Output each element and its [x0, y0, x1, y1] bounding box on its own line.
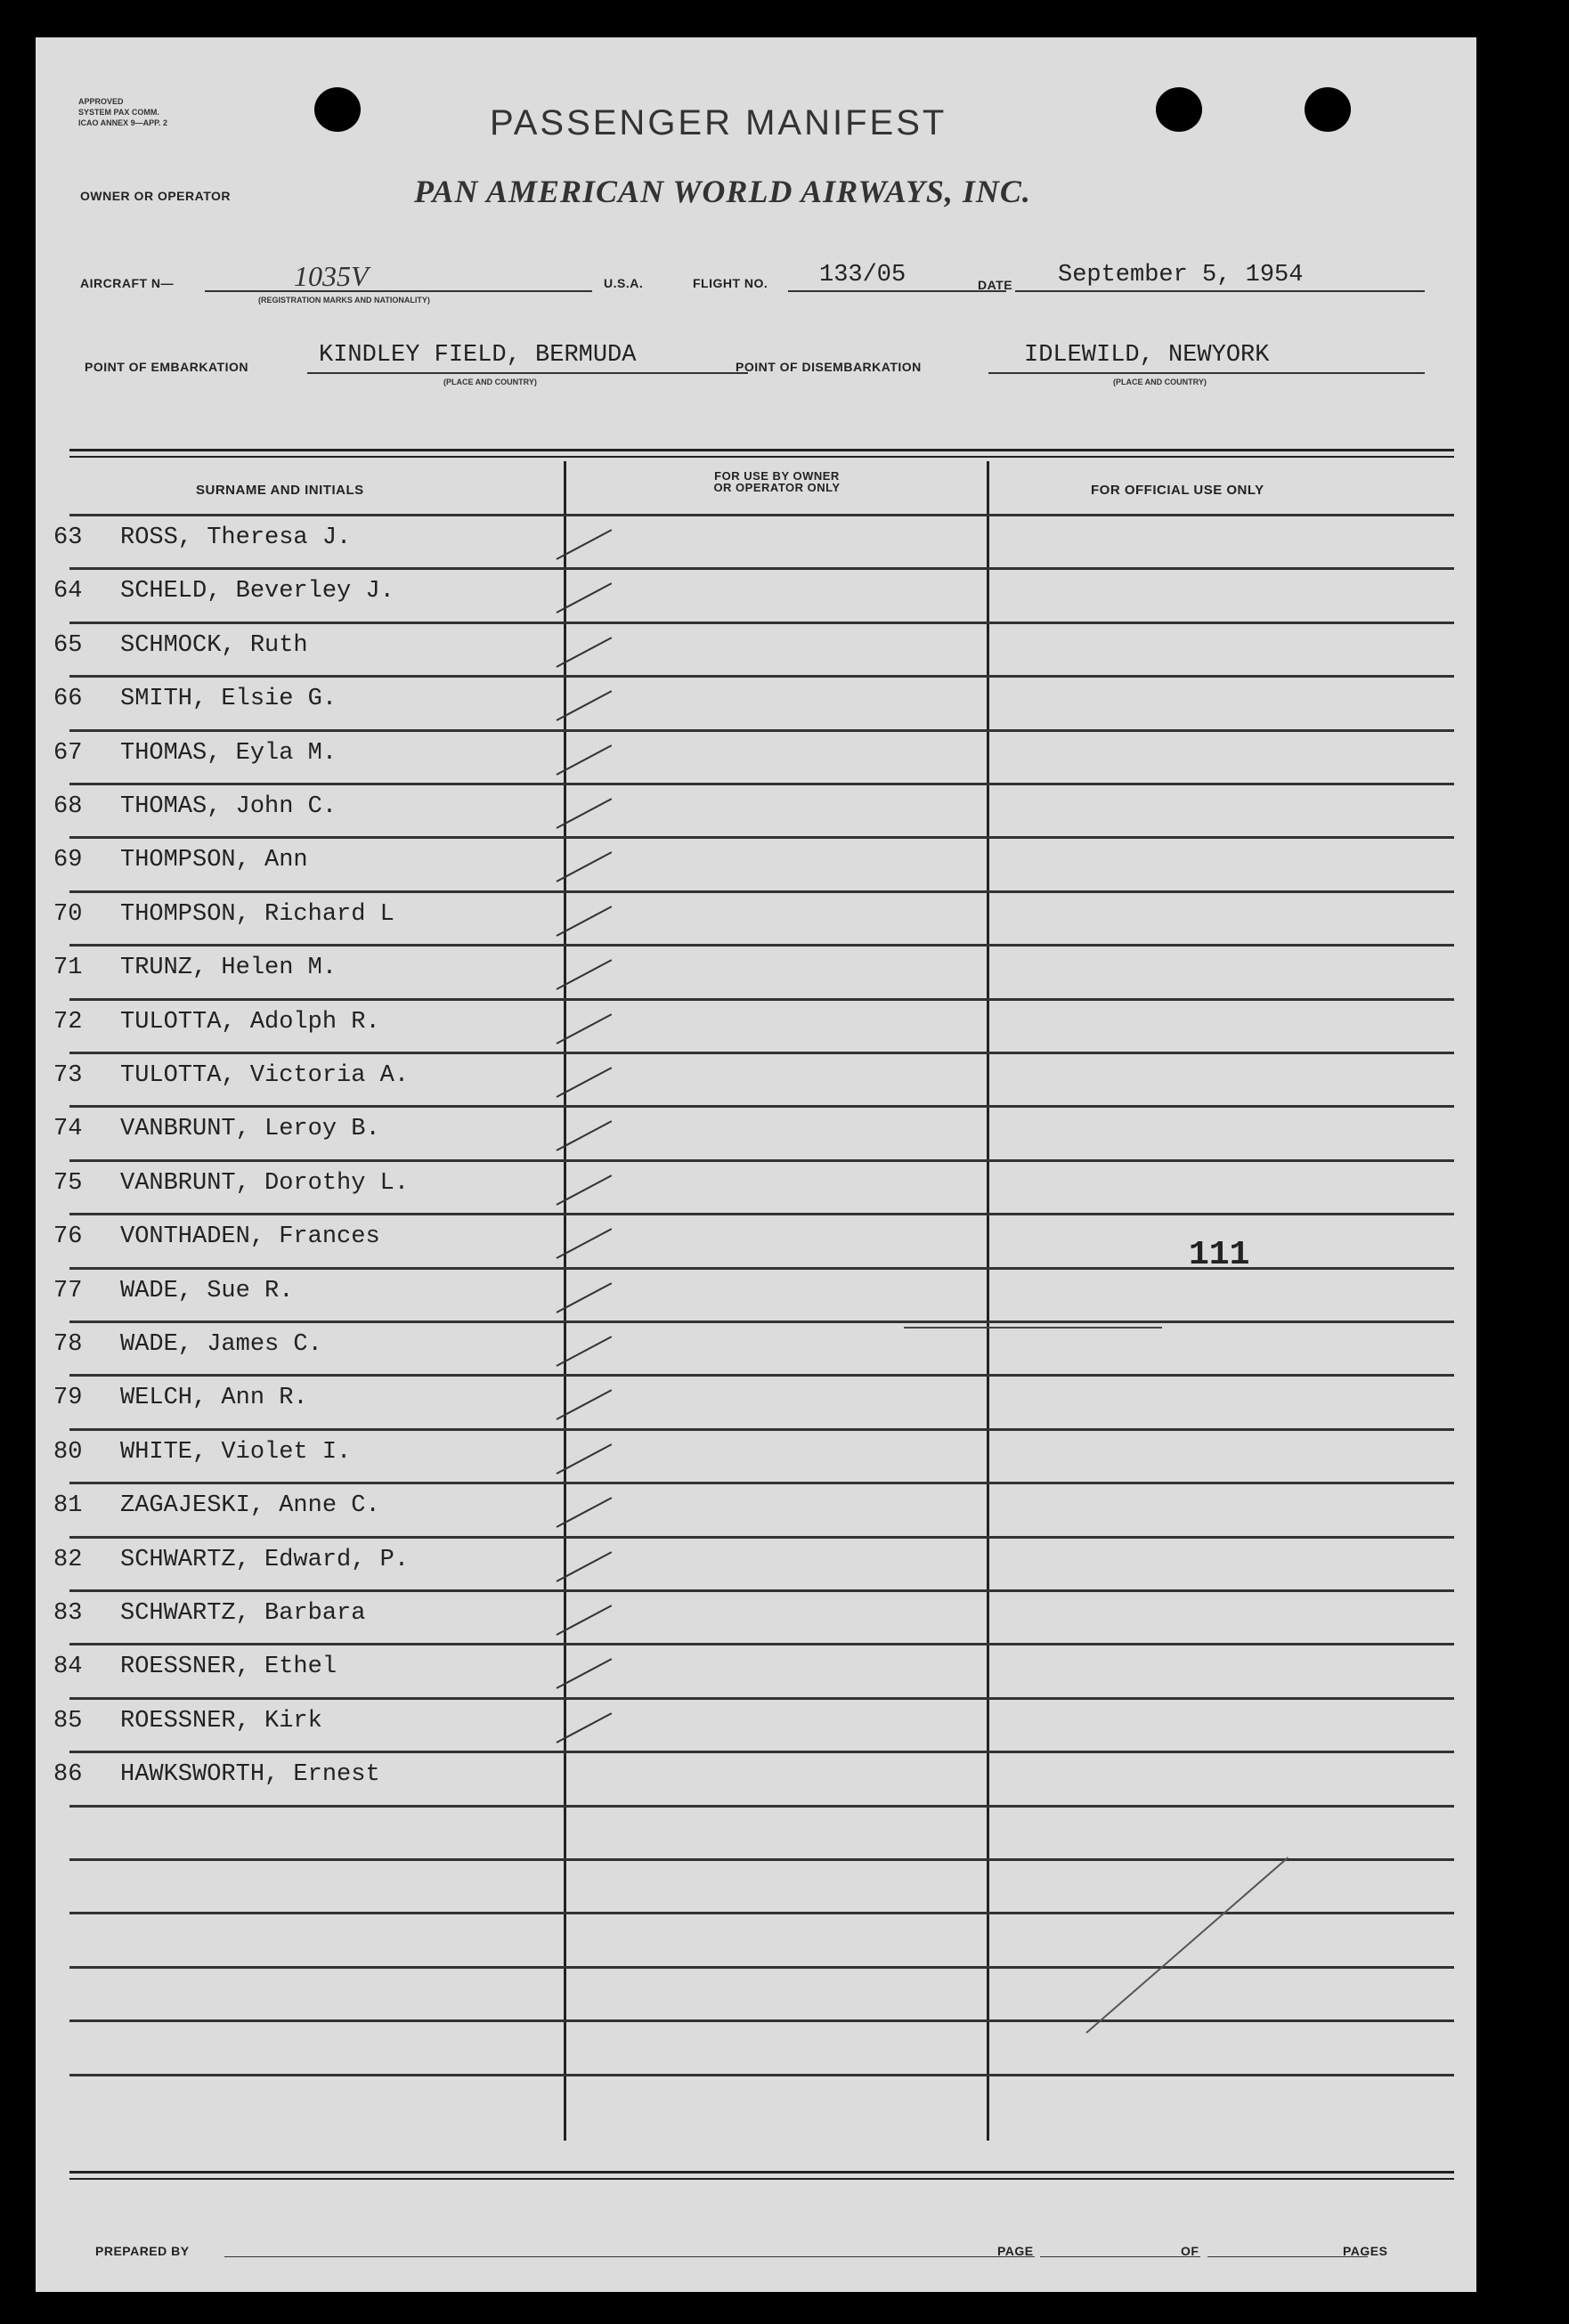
passenger-name: HAWKSWORTH, Ernest — [120, 1761, 380, 1789]
usa-label: U.S.A. — [604, 276, 644, 290]
row-rule — [69, 1374, 1454, 1377]
row-rule — [69, 783, 1454, 785]
row-rule — [69, 675, 1454, 678]
prepared-by-underline — [224, 2256, 1035, 2257]
row-rule — [69, 890, 1454, 893]
passenger-number: 71 — [53, 955, 83, 982]
row-rule — [69, 622, 1454, 624]
passenger-number: 76 — [53, 1223, 83, 1251]
owner-label: OWNER OR OPERATOR — [80, 189, 231, 203]
row-rule — [69, 1751, 1454, 1753]
column-header-line: FOR USE BY OWNER — [714, 469, 840, 483]
cancellation-stroke — [1085, 1857, 1289, 2033]
passenger-name: ROESSNER, Ethel — [120, 1654, 337, 1681]
passenger-number: 82 — [53, 1546, 83, 1573]
row-rule — [69, 1428, 1454, 1431]
row-rule — [69, 1697, 1454, 1700]
page-label: PAGE — [997, 2244, 1034, 2258]
passenger-name: VANBRUNT, Leroy B. — [120, 1116, 380, 1143]
row-rule — [69, 836, 1454, 839]
passenger-number: 84 — [53, 1654, 83, 1681]
passenger-name: ROESSNER, Kirk — [120, 1707, 322, 1735]
passenger-number: 72 — [53, 1008, 83, 1036]
of-label: OF — [1181, 2244, 1199, 2258]
date-label: DATE — [978, 278, 1013, 292]
row-rule — [69, 998, 1454, 1001]
passenger-number: 73 — [53, 1062, 83, 1089]
place-note: (PLACE AND COUNTRY) — [443, 378, 537, 386]
passenger-number: 70 — [53, 900, 83, 928]
passenger-name: TULOTTA, Adolph R. — [120, 1008, 380, 1036]
passenger-name: VANBRUNT, Dorothy L. — [120, 1169, 410, 1197]
row-rule — [69, 1912, 1454, 1914]
row-rule — [69, 1589, 1454, 1592]
pages-label: PAGES — [1343, 2244, 1388, 2258]
passenger-name: WHITE, Violet I. — [120, 1438, 352, 1466]
embark-value: KINDLEY FIELD, BERMUDA — [319, 342, 637, 369]
table-bottom-rule — [69, 2171, 1454, 2174]
row-rule — [69, 1482, 1454, 1484]
passenger-name: SCHELD, Beverley J. — [120, 578, 394, 605]
passenger-number: 80 — [53, 1438, 83, 1466]
approval-line: ICAO ANNEX 9—APP. 2 — [78, 118, 168, 127]
owner-value: PAN AMERICAN WORLD AIRWAYS, INC. — [414, 174, 1031, 209]
passenger-number: 65 — [53, 631, 83, 659]
row-rule — [69, 1643, 1454, 1645]
aircraft-underline — [205, 290, 592, 292]
aircraft-label: AIRCRAFT N— — [80, 276, 175, 290]
disembark-underline — [988, 372, 1425, 374]
row-rule — [69, 1858, 1454, 1861]
official-mark: 111 — [1189, 1236, 1250, 1274]
approval-stamp — [78, 96, 167, 128]
row-rule — [69, 1052, 1454, 1054]
place-note: (PLACE AND COUNTRY) — [1113, 378, 1207, 386]
passenger-name: ROSS, Theresa J. — [120, 524, 352, 551]
column-header-owner-use — [681, 470, 873, 493]
passenger-number: 74 — [53, 1116, 83, 1143]
passenger-name: SCHMOCK, Ruth — [120, 631, 308, 659]
passenger-number: 83 — [53, 1600, 83, 1627]
passenger-name: TRUNZ, Helen M. — [120, 955, 337, 982]
row-rule — [69, 1805, 1454, 1808]
passenger-number: 64 — [53, 578, 83, 605]
passenger-number: 63 — [53, 524, 83, 551]
row-rule — [69, 2019, 1454, 2022]
punch-hole — [1156, 87, 1202, 132]
passenger-number: 67 — [53, 739, 83, 767]
passenger-name: ZAGAJESKI, Anne C. — [120, 1492, 380, 1520]
row-rule — [69, 1320, 1454, 1323]
flight-label: FLIGHT NO. — [693, 276, 768, 290]
aircraft-value: 1035V — [294, 260, 369, 292]
table-top-rule — [69, 449, 1454, 451]
flight-underline — [788, 290, 1006, 292]
disembark-value: IDLEWILD, NEWYORK — [1024, 342, 1270, 369]
passenger-number: 79 — [53, 1385, 83, 1412]
form-title: PASSENGER MANIFEST — [490, 103, 947, 142]
passenger-number: 68 — [53, 793, 83, 820]
passenger-name: THOMAS, Eyla M. — [120, 739, 337, 767]
table-top-rule — [69, 456, 1454, 458]
embark-label: POINT OF EMBARKATION — [85, 360, 248, 374]
passenger-name: SCHWARTZ, Edward, P. — [120, 1546, 410, 1573]
row-rule — [69, 2074, 1454, 2076]
column-header-surname: SURNAME AND INITIALS — [196, 483, 364, 498]
row-rule — [69, 1536, 1454, 1539]
passenger-number: 69 — [53, 847, 83, 874]
date-underline — [1015, 290, 1425, 292]
passenger-name: SMITH, Elsie G. — [120, 686, 337, 713]
passenger-number: 85 — [53, 1707, 83, 1735]
table-bottom-rule — [69, 2178, 1454, 2180]
column-header-official: FOR OFFICIAL USE ONLY — [1091, 483, 1264, 498]
approval-line: SYSTEM PAX COMM. — [78, 108, 159, 117]
passenger-number: 66 — [53, 686, 83, 713]
row-rule — [69, 567, 1454, 570]
flight-value: 133/05 — [819, 262, 906, 288]
column-header-line: OR OPERATOR ONLY — [713, 481, 841, 494]
row-rule — [69, 944, 1454, 947]
passenger-number: 75 — [53, 1169, 83, 1197]
row-rule — [69, 514, 1454, 516]
passenger-name: THOMPSON, Richard L — [120, 900, 394, 928]
official-mark-stroke — [904, 1327, 1162, 1329]
row-rule — [69, 1966, 1454, 1969]
manifest-sheet — [36, 37, 1476, 2292]
embark-underline — [307, 372, 748, 374]
passenger-name: WADE, James C. — [120, 1331, 322, 1358]
approval-line: APPROVED — [78, 97, 124, 106]
page-underline — [1040, 2256, 1200, 2257]
passenger-number: 78 — [53, 1331, 83, 1358]
passenger-number: 81 — [53, 1492, 83, 1520]
passenger-number: 77 — [53, 1277, 83, 1304]
row-rule — [69, 1213, 1454, 1215]
punch-hole — [1305, 87, 1351, 132]
passenger-number: 86 — [53, 1761, 83, 1789]
prepared-by-label: PREPARED BY — [95, 2244, 190, 2258]
disembark-label: POINT OF DISEMBARKATION — [736, 360, 922, 374]
passenger-name: THOMAS, John C. — [120, 793, 337, 820]
registration-note: (REGISTRATION MARKS AND NATIONALITY) — [258, 296, 430, 305]
punch-hole — [314, 87, 361, 132]
passenger-name: WELCH, Ann R. — [120, 1385, 308, 1412]
passenger-name: WADE, Sue R. — [120, 1277, 294, 1304]
passenger-name: VONTHADEN, Frances — [120, 1223, 380, 1251]
row-rule — [69, 1105, 1454, 1108]
passenger-name: THOMPSON, Ann — [120, 847, 308, 874]
column-divider — [987, 461, 989, 2141]
row-rule — [69, 1159, 1454, 1162]
row-rule — [69, 729, 1454, 732]
date-value: September 5, 1954 — [1058, 262, 1304, 288]
passenger-name: SCHWARTZ, Barbara — [120, 1600, 366, 1627]
passenger-name: TULOTTA, Victoria A. — [120, 1062, 410, 1089]
